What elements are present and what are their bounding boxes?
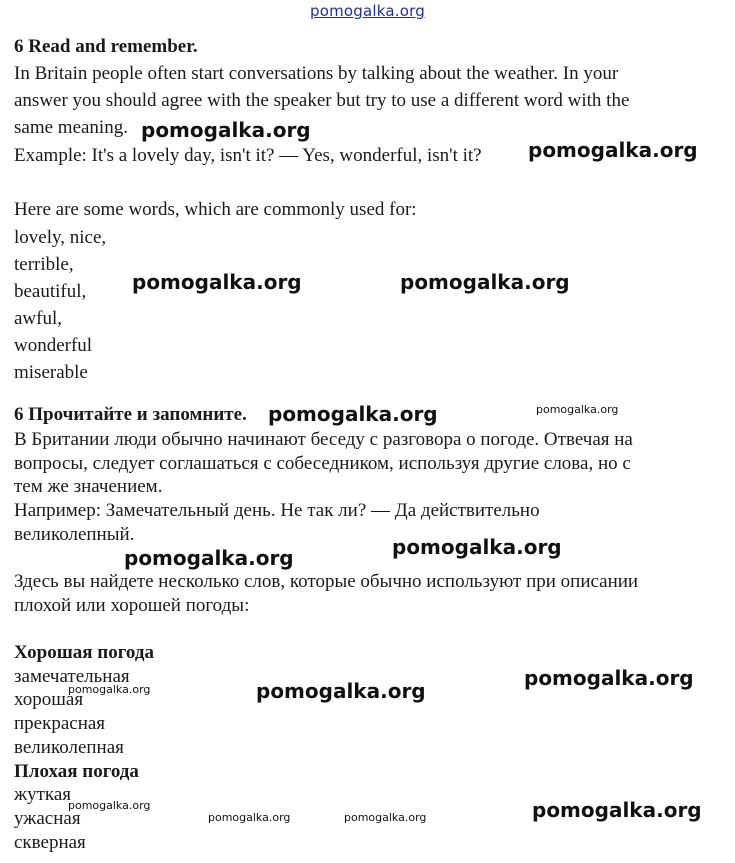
good-weather-word: великолепная [14,737,124,758]
site-header-link[interactable]: pomogalka.org [310,2,425,20]
good-weather-word: прекрасная [14,713,106,734]
english-word: lovely, nice, [14,227,107,248]
russian-example-line-1: Например: Замечательный день. Не так ли? — Да действительно [14,500,540,521]
watermark: pomogalka.org [524,666,694,690]
russian-intro-line-2: вопросы, следует соглашаться с собеседником, используя другие слова, но с [14,453,631,474]
watermark: pomogalka.org [124,546,294,570]
watermark: pomogalka.org [141,118,311,142]
watermark: pomogalka.org [68,683,151,696]
watermark: pomogalka.org [392,535,562,559]
english-example: Example: It's a lovely day, isn't it? — Yes, wonderful, isn't it? [14,145,482,166]
good-weather-word: хорошая [14,689,84,710]
watermark: pomogalka.org [132,270,302,294]
russian-words-intro-line-2: плохой или хорошей погоды: [14,595,250,616]
english-intro-line-3: same meaning. [14,117,128,138]
russian-words-intro-line-1: Здесь вы найдете несколько слов, которые обычно используют при описании [14,571,639,592]
russian-heading: 6 Прочитайте и запомните. [14,404,247,425]
english-word: wonderful [14,335,93,356]
good-weather-heading: Хорошая погода [14,642,154,663]
bad-weather-word: жуткая [14,784,72,805]
english-heading: 6 Read and remember. [14,36,198,57]
watermark: pomogalka.org [68,799,151,812]
watermark: pomogalka.org [528,138,698,162]
bad-weather-word: скверная [14,832,86,853]
english-word: miserable [14,362,88,383]
english-word: beautiful, [14,281,87,302]
english-word: awful, [14,308,63,329]
russian-intro-line-3: тем же значением. [14,476,163,497]
english-word: terrible, [14,254,74,275]
english-intro-line-1: In Britain people often start conversations by talking about the weather. In your [14,63,619,84]
russian-example-line-2: великолепный. [14,524,135,545]
bad-weather-heading: Плохая погода [14,761,139,782]
watermark: pomogalka.org [344,811,427,824]
english-words-intro: Here are some words, which are commonly used for: [14,199,417,220]
watermark: pomogalka.org [400,270,570,294]
watermark: pomogalka.org [268,402,438,426]
russian-intro-line-1: В Британии люди обычно начинают беседу с разговора о погоде. Отвечая на [14,429,633,450]
watermark: pomogalka.org [208,811,291,824]
watermark: pomogalka.org [256,679,426,703]
bad-weather-word: ужасная [14,808,81,829]
watermark: pomogalka.org [532,798,702,822]
good-weather-word: замечательная [14,666,130,687]
english-intro-line-2: answer you should agree with the speaker but try to use a different word with the [14,90,630,111]
watermark: pomogalka.org [536,403,619,416]
